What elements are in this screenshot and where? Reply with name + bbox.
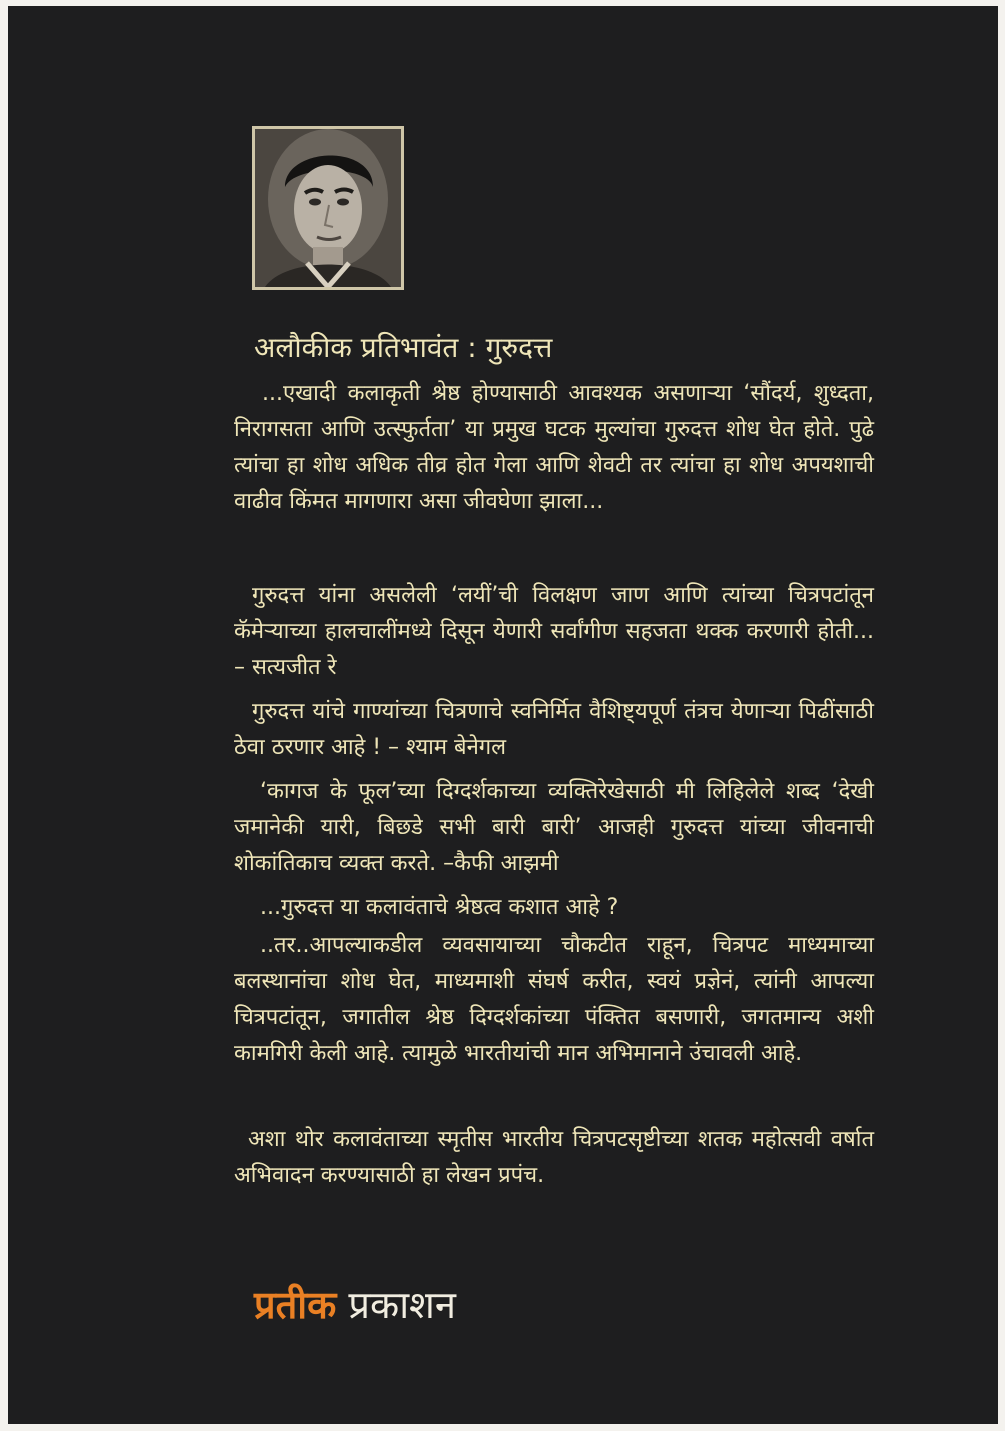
back-cover: [8, 6, 998, 1424]
paragraph-quote-shyam-benegal: गुरुदत्त यांचे गाण्यांच्या चित्रणाचे स्वनिर्मित वैशिष्ट्यपूर्ण तंत्रच येणाऱ्या पिढींसाठी ठेवा ठरणार आहे ! – श्याम बेनेगल: [234, 699, 874, 760]
portrait-image: [255, 129, 401, 287]
paragraph-quote-kaifi-azmi: ‘कागज के फूल’च्या दिग्दर्शकाच्या व्यक्तिरेखेसाठी मी लिहिलेले शब्द ‘देखी जमानेकी यारी, बिछडे सभी बारी बारी’ आजही गुरुदत्त यांच्या जीवनाची शोकांतिकाच व्यक्त करते. –कैफी आझमी: [234, 779, 874, 876]
paragraph-quote-satyajit-ray: गुरुदत्त यांना असलेली ‘लयीं’ची विलक्षण जाण आणि त्यांच्या चित्रपटांतून कॅमेऱ्याच्या हालचालींमध्ये दिसून येणारी सर्वांगीण सहजता थक्क करणारी होती... – सत्यजीत रे: [234, 583, 874, 680]
publisher-name-bold: प्रतीक: [254, 1283, 337, 1327]
paragraph-tribute: अशा थोर कलावंताच्या स्मृतीस भारतीय चित्रपटसृष्टीच्या शतक महोत्सवी वर्षात अभिवादन करण्यासाठी हा लेखन प्रपंच.: [234, 1127, 874, 1188]
paragraph-answer: ..तर..आपल्याकडील व्यवसायाच्या चौकटीत राहून, चित्रपट माध्यमाच्या बलस्थानांचा शोध घेत, माध्यमाशी संघर्ष करीत, स्वयं प्रज्ञेनं, त्यांनी आपल्या चित्रपटांतून, जगातील श्रेष्ठ दिग्दर्शकांच्या पंक्तित बसणारी, जगतमान्य अशी कामगिरी केली आहे. त्यामुळे भारतीयांची मान अभिमानाने उंचावली आहे.: [234, 933, 874, 1066]
publisher-name-regular: प्रकाशन: [348, 1283, 456, 1327]
book-title-heading: अलौकीक प्रतिभावंत : गुरुदत्त: [254, 331, 553, 364]
author-portrait: [252, 126, 404, 290]
paragraph-question: ...गुरुदत्त या कलावंताचे श्रेष्ठत्व कशात आहे ?: [260, 895, 619, 920]
publisher-logo: [254, 1278, 456, 1330]
paragraph-intro: ...एखादी कलाकृती श्रेष्ठ होण्यासाठी आवश्यक असणाऱ्या ‘सौंदर्य, शुध्दता, निरागसता आणि उत्स्फुर्तता’ या प्रमुख घटक मुल्यांचा गुरुदत्त शोध घेत होते. पुढे त्यांचा हा शोध अधिक तीव्र होत गेला आणि शेवटी तर त्यांचा हा शोध अपयशाची वाढीव किंमत मागणारा असा जीवघेणा झाला...: [234, 381, 874, 514]
